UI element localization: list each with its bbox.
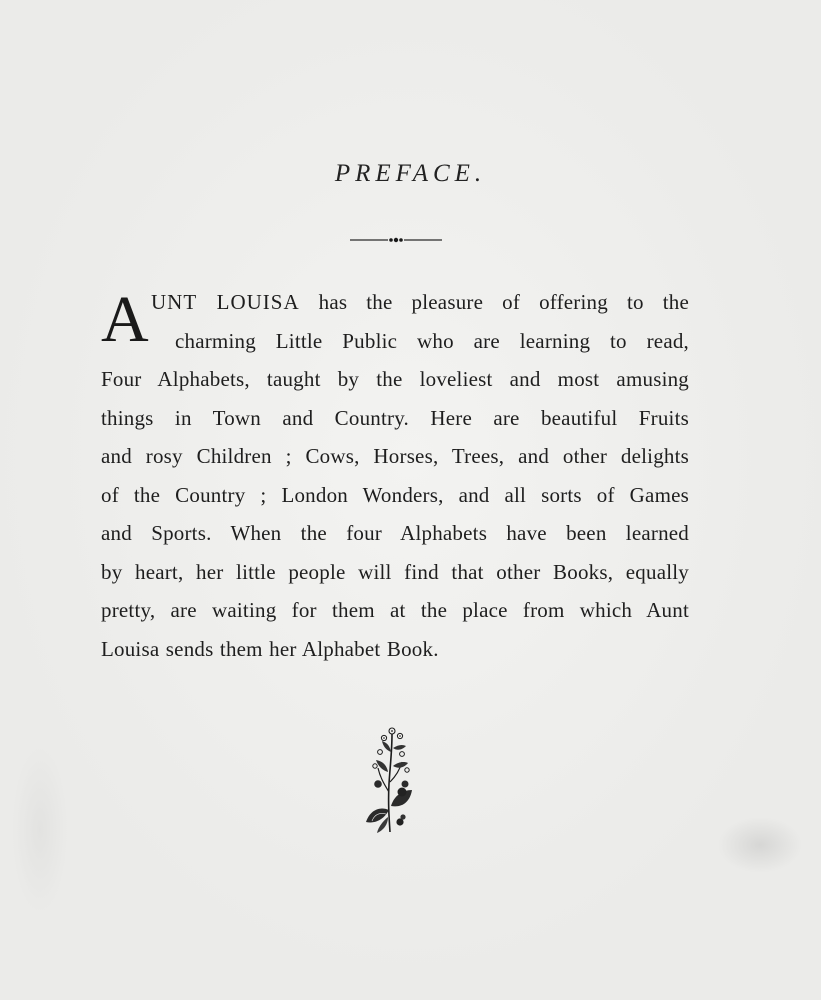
paragraph-line-7: and Sports. When the four Alphabets have been learned <box>101 521 689 545</box>
author-name: UNT LOUISA <box>151 290 300 314</box>
page-title: PREFACE. <box>334 160 487 187</box>
paragraph-line-3: Four Alphabets, taught by the loveliest and most amusing <box>101 367 689 391</box>
paragraph-line-4: things in Town and Country. Here are beautiful Fruits <box>101 405 689 430</box>
paragraph-line-1: UNT LOUISA has the pleasure of offering to the <box>151 290 689 314</box>
preface-paragraph <box>101 283 689 668</box>
paragraph-line-5: and rosy Children ; Cows, Horses, Trees, and other delights <box>101 444 689 468</box>
paragraph-line-6: of the Country ; London Wonders, and all sorts of Games <box>101 482 689 507</box>
rule-with-dots-icon <box>350 233 442 247</box>
paragraph-line-9: pretty, are waiting for them at the place from which Aunt <box>101 598 689 622</box>
drop-cap: A <box>101 283 149 356</box>
flower-sprig-icon <box>362 722 418 834</box>
paragraph-line-10: Louisa sends them her Alphabet Book. <box>101 636 439 661</box>
paragraph-line-8: by heart, her little people will find that other Books, equally <box>101 559 689 584</box>
paragraph-line-2: charming Little Public who are learning to read, <box>175 328 689 353</box>
